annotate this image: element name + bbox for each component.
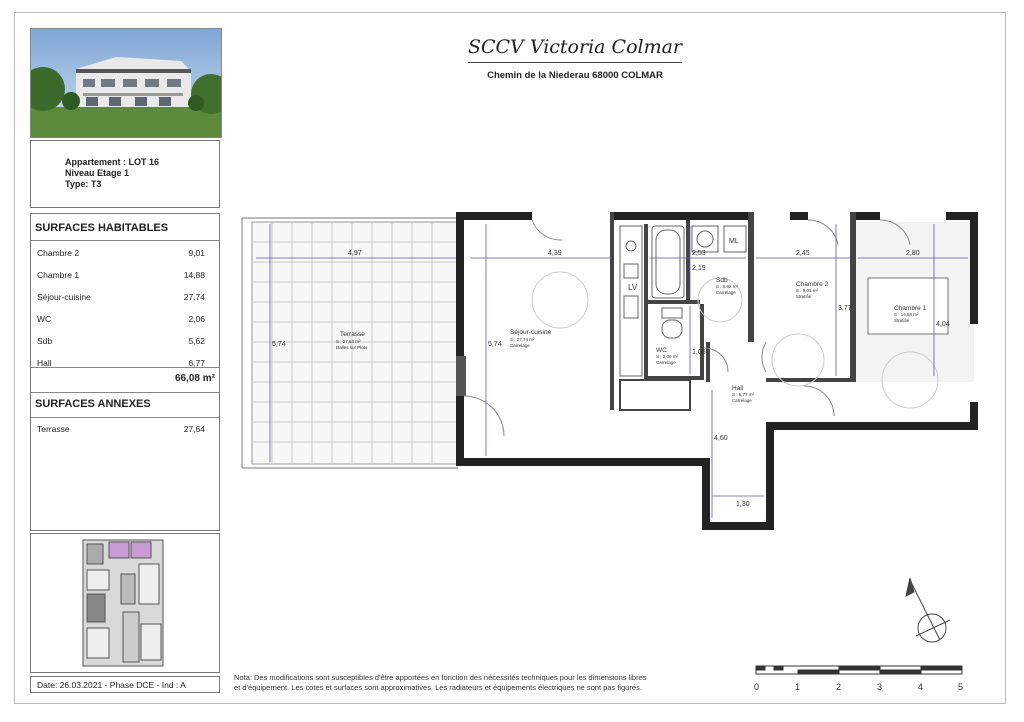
dim-ch2-depth: 3,77 xyxy=(838,305,852,312)
dim-ch1-width: 2,80 xyxy=(906,250,920,257)
dim-sdb-width: 2,53 xyxy=(692,250,706,257)
room-wc-floor: Carrelage xyxy=(656,360,676,365)
project-address: Chemin de la Niederau 68000 COLMAR xyxy=(487,70,663,81)
room-hall-name: Hall xyxy=(732,385,744,392)
surface-label: Hall xyxy=(37,358,52,368)
project-title: SCCV Victoria Colmar xyxy=(467,36,683,58)
room-sdb-floor: Carrelage xyxy=(716,290,736,295)
surface-value: 6,77 xyxy=(188,358,205,368)
surfaces-annexes-title: SURFACES ANNEXES xyxy=(35,398,151,410)
surface-label: Chambre 2 xyxy=(37,248,80,258)
room-hall-floor: Carrelage xyxy=(732,398,752,403)
room-ch2-name: Chambre 2 xyxy=(796,281,829,288)
surface-label: Chambre 1 xyxy=(37,270,80,280)
surface-value: 5,62 xyxy=(188,336,205,346)
washbasin-fixture xyxy=(692,226,746,252)
surface-value: 14,88 xyxy=(183,270,205,280)
annexe-label: Terrasse xyxy=(37,424,70,434)
room-ch1-area: S : 14,88 m² xyxy=(894,312,919,317)
room-hall-area: S : 6,77 m² xyxy=(732,392,755,397)
scale-label: 3 xyxy=(877,682,883,692)
room-sejour-name: Séjour-cuisine xyxy=(510,329,552,336)
dim-wc-depth: 1,05 xyxy=(692,349,706,356)
room-sejour-area: S : 27,74 m² xyxy=(510,337,535,342)
dim-terrasse-depth: 5,74 xyxy=(272,341,286,348)
date-phase-label: Date: 26.03.2021 - Phase DCE - Ind : A xyxy=(30,676,220,693)
dim-ch1-depth: 4,04 xyxy=(936,321,950,328)
disclaimer-note xyxy=(234,673,714,693)
north-arrow-icon xyxy=(906,578,950,642)
scale-label: 5 xyxy=(958,682,964,692)
type-label: Type: T3 xyxy=(65,179,102,189)
dim-hall-depth: 4,60 xyxy=(714,435,728,442)
room-sdb-name: Sdb xyxy=(716,277,728,284)
dim-ch2-width: 2,45 xyxy=(796,250,810,257)
scale-label: 4 xyxy=(918,682,924,692)
room-sdb-area: S : 5,62 m² xyxy=(716,284,739,289)
room-terrasse-name: Terrasse xyxy=(340,331,365,338)
ml-label: ML xyxy=(729,238,739,245)
room-terrasse-floor: Dalles sur Plots xyxy=(336,345,368,350)
scale-label: 1 xyxy=(795,682,801,692)
surfaces-habitables-title: SURFACES HABITABLES xyxy=(35,222,169,234)
note-line-1: Nota: Des modifications sont susceptibles d'être apportées en fonction des nécessités techniques pour les dimensions libres xyxy=(234,673,647,682)
surface-label: Séjour-cuisine xyxy=(37,292,91,302)
dim-sejour-width: 4,39 xyxy=(548,250,562,257)
niveau-label: Niveau Etage 1 xyxy=(65,168,130,178)
room-wc-name: WC xyxy=(656,347,667,354)
dim-hall-width: 1,30 xyxy=(736,501,750,508)
surface-label: Sdb xyxy=(37,336,53,346)
surface-value: 27,74 xyxy=(183,292,205,302)
surfaces-total: 66,08 m² xyxy=(174,373,215,384)
bathtub-fixture xyxy=(652,226,684,298)
surface-label: WC xyxy=(37,314,52,324)
scale-label: 2 xyxy=(836,682,842,692)
note-line-2: et d'équipement. Les cotes et surfaces sont approximatives. Les radiateurs et équipements électriques ne sont pas figurés. xyxy=(234,683,642,692)
room-sejour-floor: Carrelage xyxy=(510,343,530,348)
dim-terrasse-width: 4,97 xyxy=(348,250,362,257)
room-ch2-area: S : 9,01 m² xyxy=(796,288,819,293)
room-ch1-name: Chambre 1 xyxy=(894,305,927,312)
kitchen-counter xyxy=(620,226,642,376)
surface-value: 9,01 xyxy=(188,248,205,258)
surface-value: 2,06 xyxy=(188,314,205,324)
dim-sdb-depth: 2,19 xyxy=(692,265,706,272)
scale-bar xyxy=(756,666,962,674)
room-ch1-floor: Stratifié xyxy=(894,318,910,323)
appartement-label: Appartement : LOT 16 xyxy=(65,157,160,167)
annexe-value: 27,64 xyxy=(183,424,205,434)
room-wc-area: S : 2,06 m² xyxy=(656,354,679,359)
lv-label: LV xyxy=(628,283,638,292)
toilet-fixture xyxy=(662,308,682,338)
scale-label: 0 xyxy=(754,682,760,692)
dim-sejour-depth: 5,74 xyxy=(488,341,502,348)
room-ch2-floor: Stratifié xyxy=(796,294,812,299)
room-terrasse-area: S : 27,64 m² xyxy=(336,339,361,344)
